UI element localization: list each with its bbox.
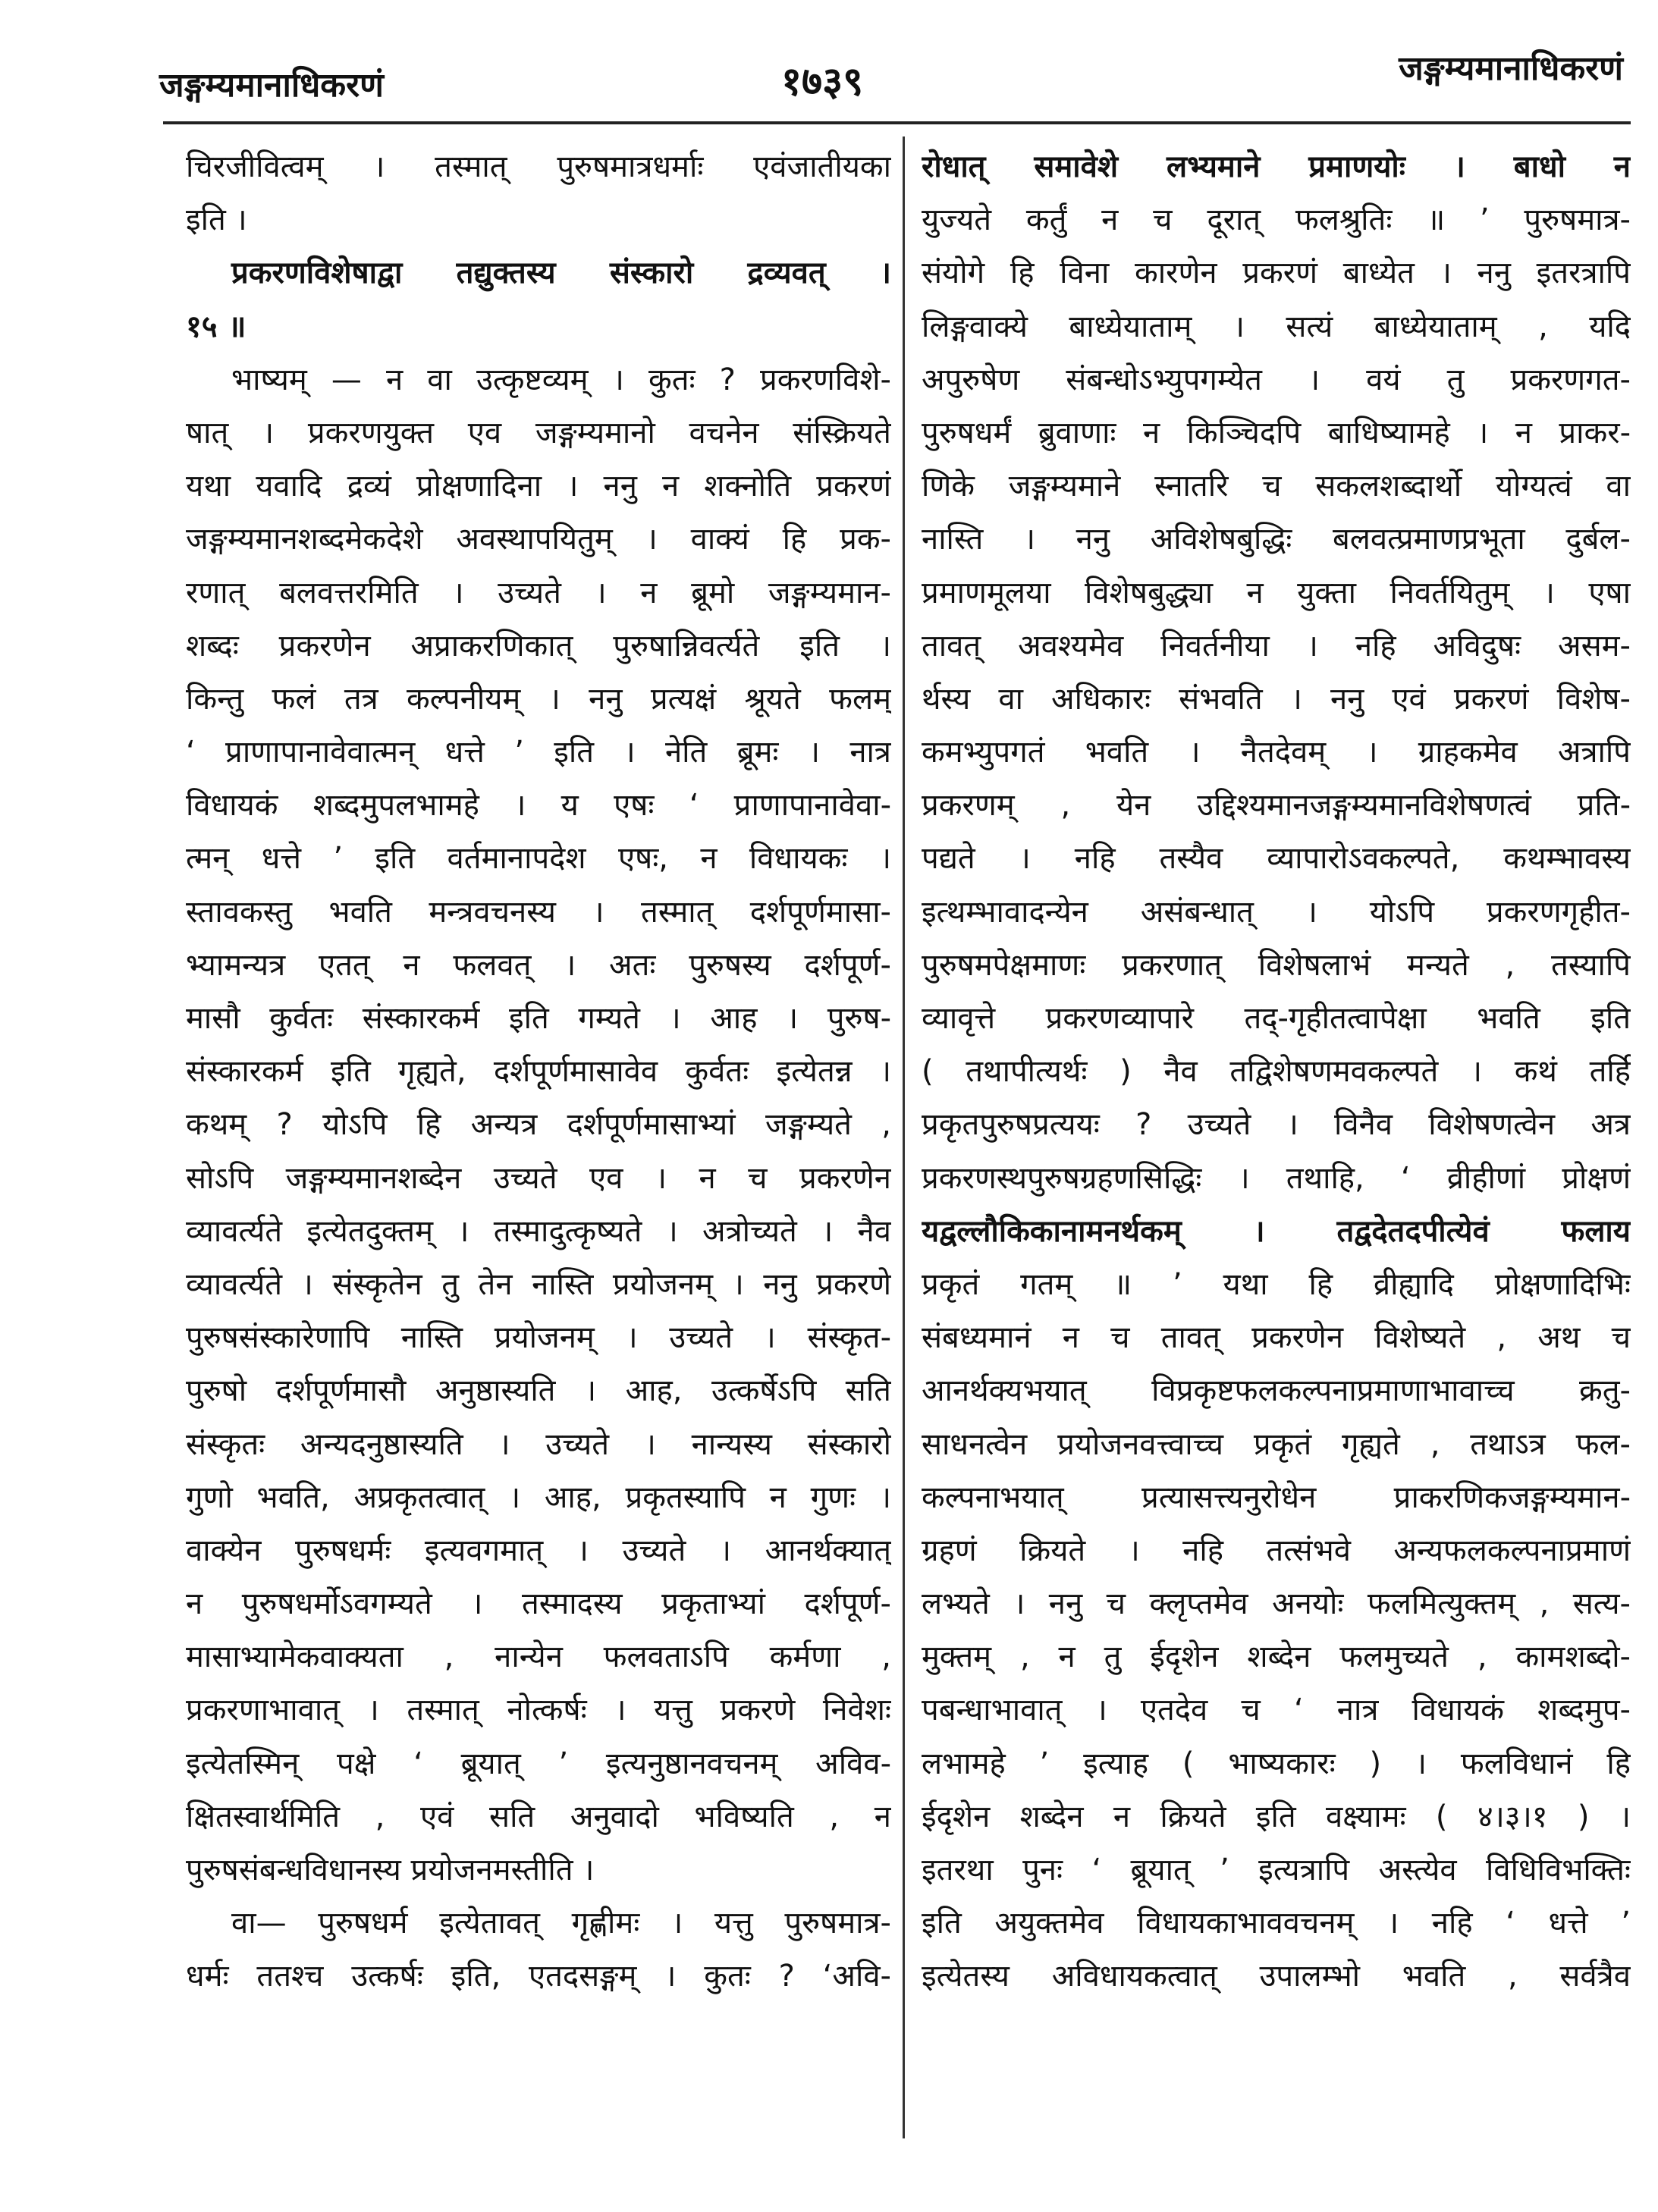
text-line: प्रकरणम् , येन उद्दिश्यमानजङ्गम्यमानविशेषणत्वं प्रति-: [922, 788, 1631, 824]
text-line: प्रमाणमूलया विशेषबुद्ध्या न युक्ता निवर्तयितुम् । एषा: [922, 575, 1631, 610]
text-line: प्रकृतपुरुषप्रत्ययः ? उच्यते । विनैव विशेषणत्वेन अत्र: [922, 1107, 1631, 1143]
text-line: पुरुषसंबन्धविधानस्य प्रयोजनमस्तीति ।: [186, 1853, 595, 1887]
text-line: किन्तु फलं तत्र कल्पनीयम् । ननु प्रत्यक्षं श्रूयते फलम्: [186, 681, 891, 717]
text-line: इत्येतस्य अविधायकत्वात् उपालम्भो भवति , सर्वत्रैव: [922, 1959, 1631, 1994]
text-line: कथम् ? योऽपि हि अन्यत्र दर्शपूर्णमासाभ्यां जङ्गम्यते ,: [186, 1107, 891, 1143]
page-number: १७३९: [781, 59, 864, 105]
text-line: भ्यामन्यत्र एतत् न फलवत् । अतः पुरुषस्य दर्शपूर्ण-: [186, 947, 891, 983]
text-line: त्मन् धत्ते ’ इति वर्तमानापदेश एषः, न विधायकः ।: [186, 841, 891, 877]
text-line: संस्कारकर्म इति गृह्यते, दर्शपूर्णमासावेव कुर्वतः इत्येतन्न ।: [186, 1054, 891, 1090]
text-line: नास्ति । ननु अविशेषबुद्धिः बलवत्प्रमाणप्रभूता दुर्बल-: [922, 522, 1631, 557]
text-line: आनर्थक्यभयात् विप्रकृष्टफलकल्पनाप्रमाणाभावाच्च क्रतु-: [922, 1373, 1631, 1409]
text-line: पुरुषसंस्कारेणापि नास्ति प्रयोजनम् । उच्यते । संस्कृत-: [186, 1320, 891, 1356]
text-line: रोधात् समावेशे लभ्यमाने प्रमाणयोः । बाधो न: [922, 149, 1631, 184]
text-line: प्रकरणाभावात् । तस्मात् नोत्कर्षः । यत्तु प्रकरणे निवेशः: [186, 1693, 891, 1728]
page-header: [159, 30, 1623, 105]
text-line: ग्रहणं क्रियते । नहि तत्संभवे अन्यफलकल्पनाप्रमाणं: [922, 1533, 1631, 1568]
text-line: शब्दः प्रकरणेन अप्राकरणिकात् पुरुषान्निवर्त्यते इति ।: [186, 628, 891, 664]
text-line: इति अयुक्तमेव विधायकाभाववचनम् । नहि ‘ धत्ते ’: [922, 1906, 1631, 1941]
text-line: तावत् अवश्यमेव निवर्तनीया । नहि अविदुषः असम-: [922, 628, 1631, 664]
text-line: न पुरुषधर्मोऽवगम्यते । तस्मादस्य प्रकृताभ्यां दर्शपूर्ण-: [186, 1586, 891, 1622]
text-line: मुक्तम् , न तु ईदृशेन शब्देन फलमुच्यते , कामशब्दो-: [922, 1639, 1631, 1675]
text-line: षात् । प्रकरणयुक्त एव जङ्गम्यमानो वचनेन संस्क्रियते: [186, 415, 891, 450]
running-head-right: जङ्गम्यमानाधिकरणं: [1399, 49, 1623, 88]
text-line: पुरुषमपेक्षमाणः प्रकरणात् विशेषलाभं मन्यते , तस्यापि: [922, 947, 1631, 983]
text-line: धर्मः ततश्च उत्कर्षः इति, एतदसङ्गम् । कुतः ? ‘अवि-: [186, 1959, 891, 1994]
text-line: मासौ कुर्वतः संस्कारकर्म इति गम्यते । आह । पुरुष-: [186, 1001, 891, 1036]
text-line: सोऽपि जङ्गम्यमानशब्देन उच्यते एव । न च प्रकरणेन: [186, 1160, 891, 1196]
verse-line: यद्वल्लौकिकानामनर्थकम् । तद्वदेतदपीत्येवं फलाय: [922, 1213, 1631, 1249]
text-line: संस्कृतः अन्यदनुष्ठास्यति । उच्यते । नान्यस्य संस्कारो: [186, 1426, 891, 1462]
text-line: भाष्यम् — न वा उत्कृष्टव्यम् । कुतः ? प्रकरणविशे-: [231, 362, 891, 397]
text-line: संबध्यमानं न च तावत् प्रकरणेन विशेष्यते , अथ च: [922, 1320, 1631, 1356]
running-head-left: जङ्गम्यमानाधिकरणं: [159, 66, 384, 105]
text-line: इति ।: [186, 202, 247, 238]
text-line: गुणो भवति, अप्रकृतत्वात् । आह, प्रकृतस्यापि न गुणः ।: [186, 1479, 891, 1515]
text-line: साधनत्वेन प्रयोजनवत्त्वाच्च प्रकृतं गृह्यते , तथाऽत्र फल-: [922, 1426, 1631, 1462]
text-line: ‘ प्राणापानावेवात्मन् धत्ते ’ इति । नेति ब्रूमः । नात्र: [186, 735, 891, 770]
text-line: र्थस्य वा अधिकारः संभवति । ननु एवं प्रकरणं विशेष-: [922, 681, 1631, 717]
text-line: पुरुषधर्मं ब्रुवाणाः न किञ्चिदपि बाधिष्यामहे । न प्राकर-: [922, 415, 1631, 450]
text-line: मासाभ्यामेकवाक्यता , नान्येन फलवताऽपि कर्मणा ,: [186, 1639, 891, 1675]
sutra-line: प्रकरणविशेषाद्वा तद्युक्तस्य संस्कारो द्रव्यवत् ।: [231, 256, 891, 291]
text-line: णिके जङ्गम्यमाने स्नातरि च सकलशब्दार्थो योग्यत्वं वा: [922, 469, 1631, 504]
text-line: लभ्यते । ननु च क्लृप्तमेव अनयोः फलमित्युक्तम् , सत्य-: [922, 1586, 1631, 1622]
text-line: ( तथापीत्यर्थः ) नैव तद्विशेषणमवकल्पते । कथं तर्हि: [922, 1054, 1631, 1090]
text-line: विधायकं शब्दमुपलभामहे । य एषः ‘ प्राणापानावेवा-: [186, 788, 891, 824]
text-line: यथा यवादि द्रव्यं प्रोक्षणादिना । ननु न शक्नोति प्रकरणं: [186, 469, 891, 504]
text-line: अपुरुषेण संबन्धोऽभ्युपगम्येत । वयं तु प्रकरणगत-: [922, 362, 1631, 397]
text-line: कमभ्युपगतं भवति । नैतदेवम् । ग्राहकमेव अत्रापि: [922, 735, 1631, 770]
text-line: वा— पुरुषधर्म इत्येतावत् गृह्णीमः । यत्तु पुरुषमात्र-: [231, 1906, 891, 1941]
text-line: क्षितस्वार्थमिति , एवं सति अनुवादो भविष्यति , न: [186, 1799, 891, 1834]
text-line: पुरुषो दर्शपूर्णमासौ अनुष्ठास्यति । आह, उत्कर्षेऽपि सति: [186, 1373, 891, 1409]
text-line: इत्येतस्मिन् पक्षे ‘ ब्रूयात् ’ इत्यनुष्ठानवचनम् अविव-: [186, 1746, 891, 1781]
text-line: प्रकृतं गतम् ॥ ’ यथा हि व्रीह्यादि प्रोक्षणादिभिः: [922, 1266, 1631, 1302]
right-column: [922, 140, 1631, 2003]
text-line: संयोगे हि विना कारणेन प्रकरणं बाध्येत । ननु इतरत्रापि: [922, 256, 1631, 291]
text-line: चिरजीवित्वम् । तस्मात् पुरुषमात्रधर्माः एवंजातीयका: [186, 149, 891, 184]
text-line: व्यावर्त्यते इत्येतदुक्तम् । तस्मादुत्कृष्यते । अत्रोच्यते । नैव: [186, 1213, 891, 1249]
text-line: व्यावृत्ते प्रकरणव्यापारे तद्-गृहीतत्वापेक्षा भवति इति: [922, 1001, 1631, 1036]
text-line: पद्यते । नहि तस्यैव व्यापारोऽवकल्पते, कथम्भावस्य: [922, 841, 1631, 877]
text-line: रणात् बलवत्तरमिति । उच्यते । न ब्रूमो जङ्गम्यमान-: [186, 575, 891, 610]
text-line: स्तावकस्तु भवति मन्त्रवचनस्य । तस्मात् दर्शपूर्णमासा-: [186, 894, 891, 930]
text-line: व्यावर्त्यते । संस्कृतेन तु तेन नास्ति प्रयोजनम् । ननु प्रकरणे: [186, 1266, 891, 1302]
text-line: ईदृशेन शब्देन न क्रियते इति वक्ष्यामः ( ४।३।१ ) ।: [922, 1799, 1631, 1834]
sutra-number: १५ ॥: [186, 309, 247, 344]
text-line: पबन्धाभावात् । एतदेव च ‘ नात्र विधायकं शब्दमुप-: [922, 1693, 1631, 1728]
left-column: [186, 140, 891, 2003]
text-line: कल्पनाभयात् प्रत्यासत्त्यनुरोधेन प्राकरणिकजङ्गम्यमान-: [922, 1479, 1631, 1515]
text-line: लभामहे ’ इत्याह ( भाष्यकारः ) । फलविधानं हि: [922, 1746, 1631, 1781]
text-line: जङ्गम्यमानशब्दमेकदेशे अवस्थापयितुम् । वाक्यं हि प्रक-: [186, 522, 891, 557]
text-line: लिङ्गवाक्ये बाध्येयाताम् । सत्यं बाध्येयाताम् , यदि: [922, 309, 1631, 344]
header-rule: [163, 121, 1631, 124]
text-line: युज्यते कर्तुं न च दूरात् फलश्रुतिः ॥ ’ पुरुषमात्र-: [922, 202, 1631, 238]
text-line: वाक्येन पुरुषधर्मः इत्यवगमात् । उच्यते । आनर्थक्यात्: [186, 1533, 891, 1568]
text-line: इतरथा पुनः ‘ ब्रूयात् ’ इत्यत्रापि अस्त्येव विधिविभक्तिः: [922, 1853, 1631, 1887]
text-line: प्रकरणस्थपुरुषग्रहणसिद्धिः । तथाहि, ‘ व्रीहीणां प्रोक्षणं: [922, 1160, 1631, 1196]
text-line: इत्थम्भावादन्येन असंबन्धात् । योऽपि प्रकरणगृहीत-: [922, 894, 1631, 930]
column-divider: [903, 136, 905, 2138]
